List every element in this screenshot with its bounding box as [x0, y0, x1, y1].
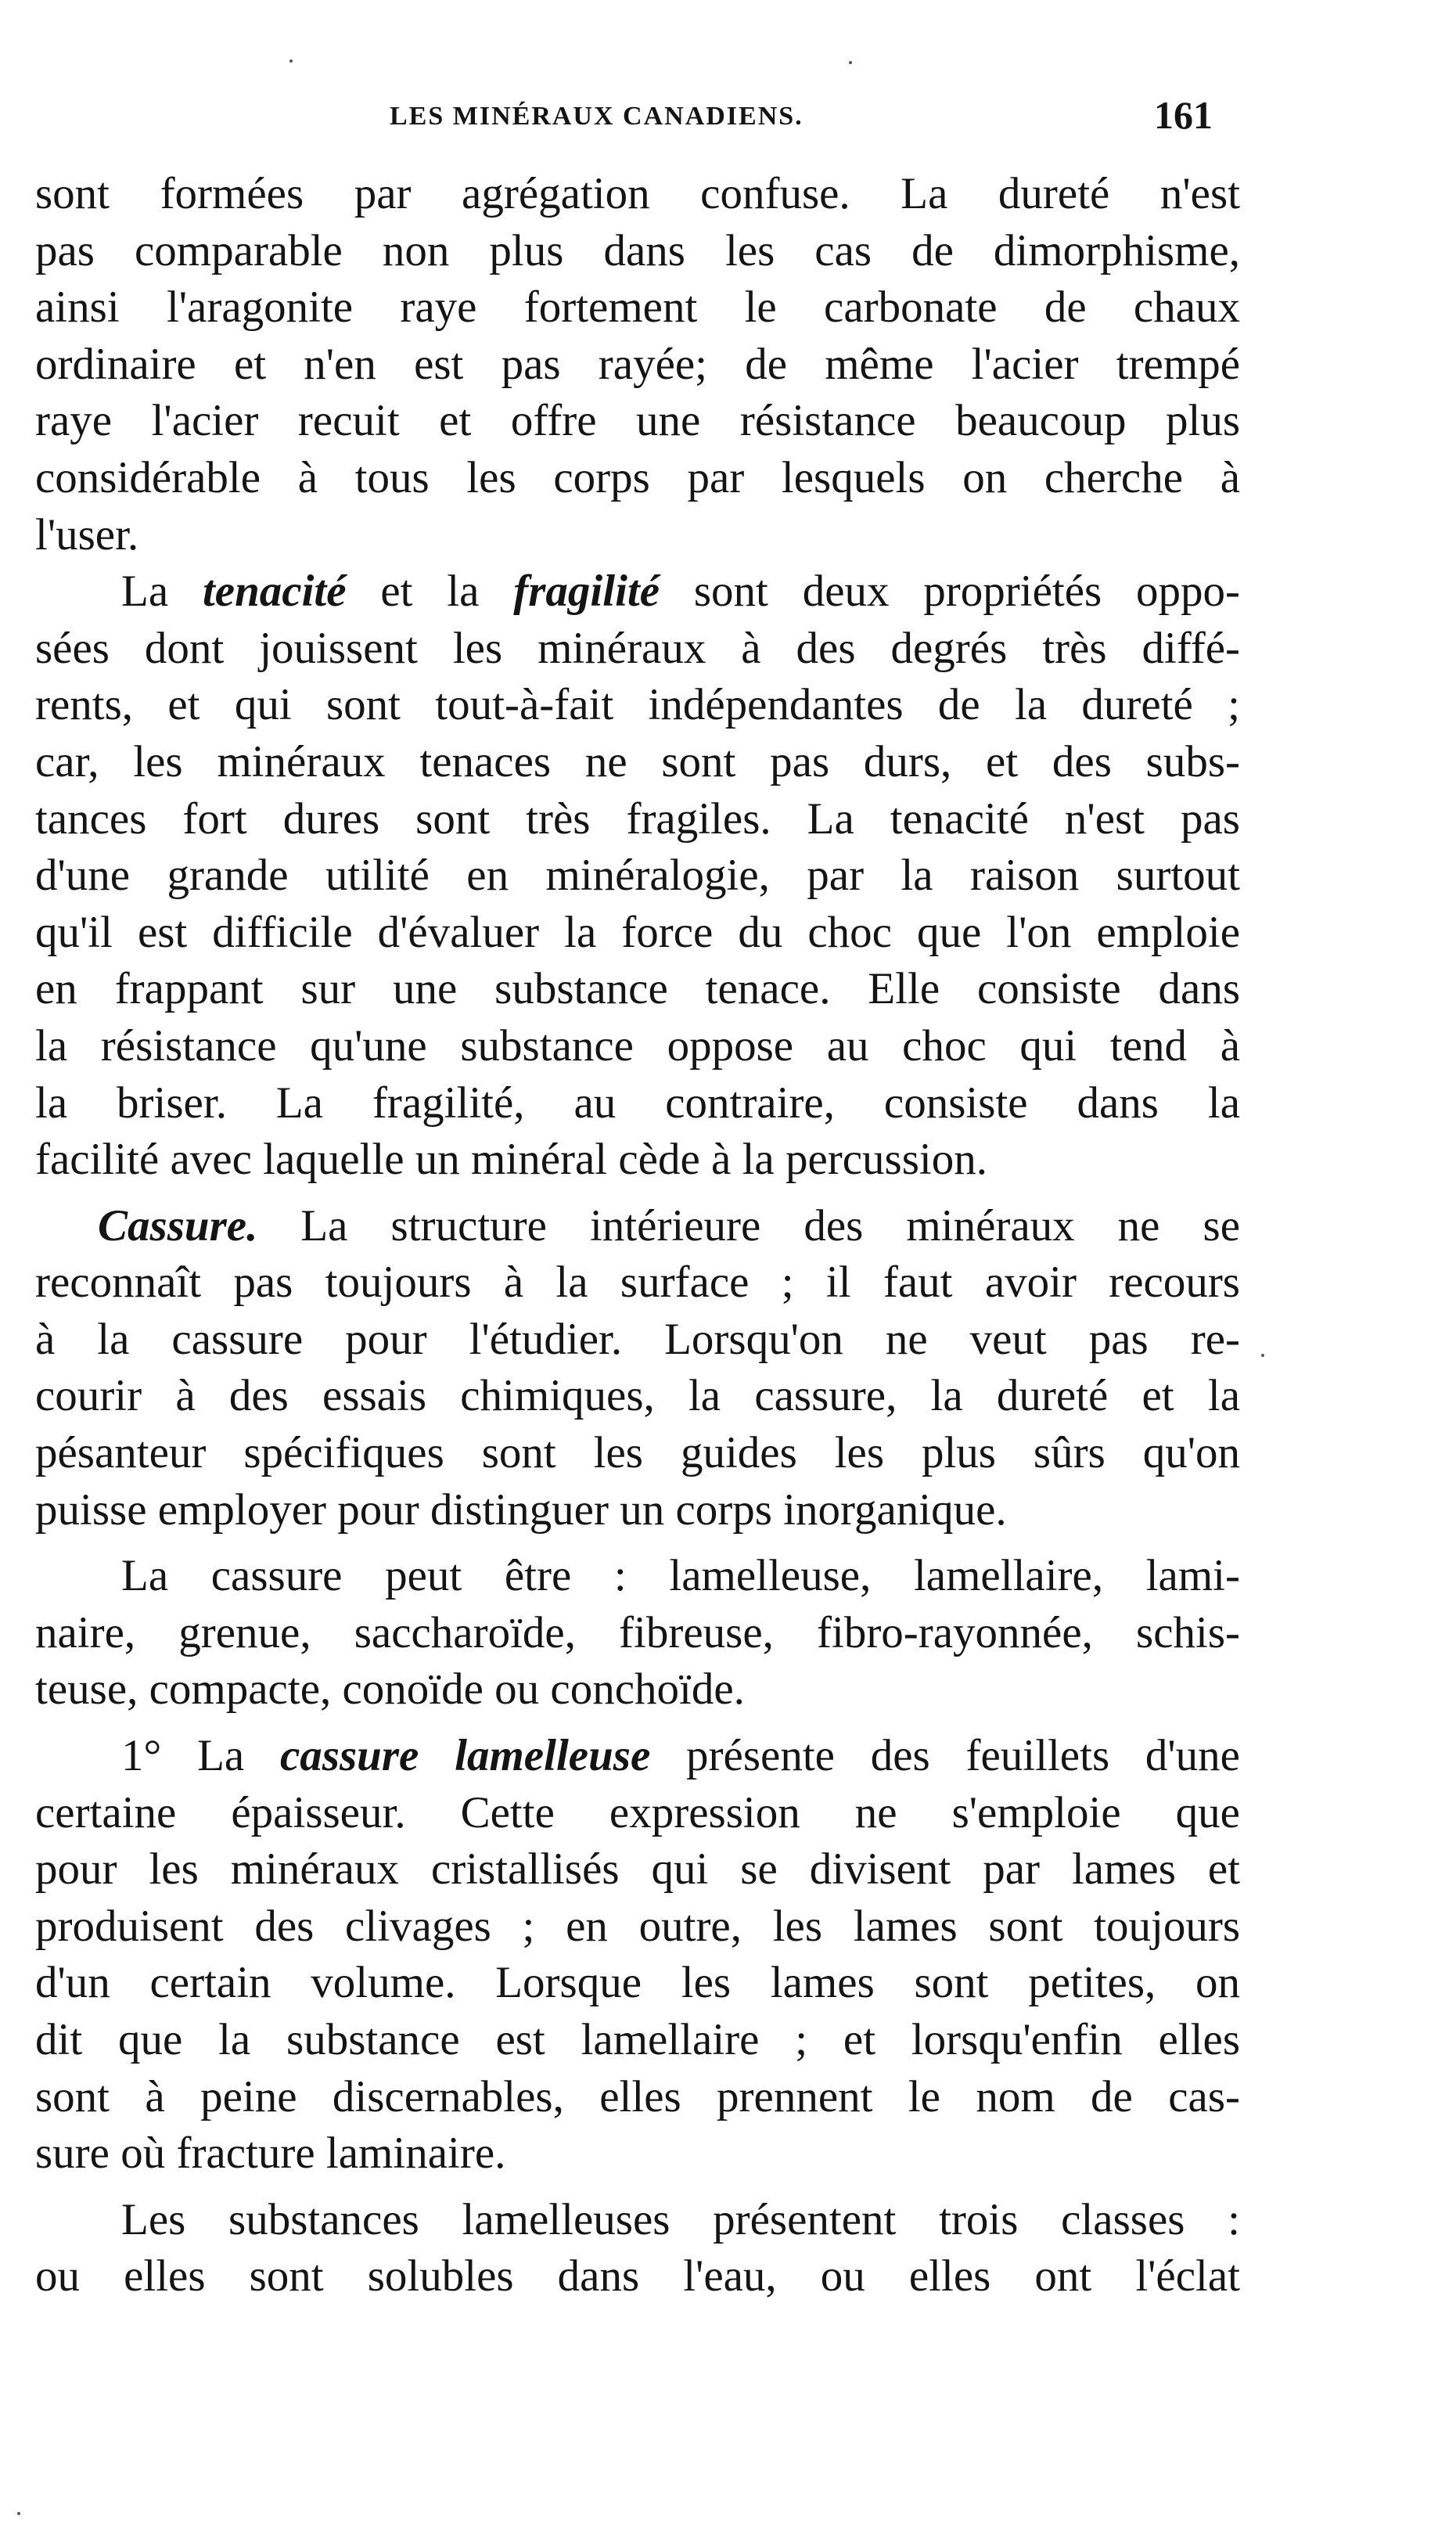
- text-line: ou elles sont solubles dans l'eau, ou elles ont l'éclat: [35, 2251, 1240, 2301]
- text-line: naire, grenue, saccharoïde, fibreuse, fibro-rayonnée, schis-: [35, 1607, 1240, 1657]
- text-line: reconnaît pas toujours à la surface ; il faut avoir recours: [35, 1258, 1240, 1308]
- text-line: la résistance qu'une substance oppose au choc qui tend à: [35, 1020, 1240, 1071]
- text-line: [35, 563, 1240, 621]
- text-line: d'un certain volume. Lorsque les lames sont petites, on: [35, 1958, 1240, 2008]
- term-cassure-lamelleuse: cassure lamelleuse: [280, 1731, 651, 1781]
- text-line: raye l'acier recuit et offre une résistance beaucoup plus: [35, 396, 1240, 446]
- paragraph-cassure-types: [35, 1548, 1240, 1718]
- text-line: produisent des clivages ; en outre, les lames sont toujours: [35, 1901, 1240, 1951]
- text-line: considérable à tous les corps par lesquels on cherche à: [35, 452, 1240, 502]
- text-line: [35, 1198, 1240, 1255]
- print-speck: [289, 59, 293, 63]
- text-line: sont formées par agrégation confuse. La dureté n'est: [35, 169, 1240, 218]
- body-text: [35, 166, 1240, 2305]
- paragraph-substances-lamelleuses: [35, 2192, 1240, 2305]
- text-line: en frappant sur une substance tenace. Elle consiste dans: [35, 964, 1240, 1014]
- paragraph-gap: [35, 2183, 1240, 2192]
- running-title: LES MINÉRAUX CANADIENS.: [390, 102, 803, 131]
- paragraph-cassure-lamelleuse: [35, 1728, 1240, 2183]
- running-header: [0, 92, 1456, 147]
- text-line: tances fort dures sont très fragiles. La tenacité n'est pas: [35, 793, 1240, 844]
- paragraph-gap: [35, 1538, 1240, 1548]
- text-line: sées dont jouissent les minéraux à des degrés très diffé-: [35, 623, 1240, 673]
- section-heading-cassure: Cassure.: [98, 1200, 258, 1251]
- text-line: car, les minéraux tenaces ne sont pas durs, et des subs-: [35, 736, 1240, 786]
- text-line: certaine épaisseur. Cette expression ne s'emploie que: [35, 1787, 1240, 1837]
- text-line: puisse employer pour distinguer un corps inorganique.: [35, 1484, 1007, 1535]
- text-line: ainsi l'aragonite raye fortement le carbonate de chaux: [35, 282, 1240, 333]
- text-run: 1° La: [121, 1731, 280, 1781]
- paragraph-tenacity: [35, 563, 1240, 1189]
- text-line: ordinaire et n'en est pas rayée; de même l'acier trempé: [35, 339, 1240, 389]
- text-line: d'une grande utilité en minéralogie, par la raison surtout: [35, 851, 1240, 901]
- text-line: rents, et qui sont tout-à-fait indépendantes de la dureté ;: [35, 680, 1240, 730]
- text-line: pour les minéraux cristallisés qui se divisent par lames et: [35, 1844, 1240, 1895]
- text-line: la briser. La fragilité, au contraire, consiste dans la: [35, 1078, 1240, 1128]
- text-line: sure où fracture laminaire.: [35, 2129, 506, 2179]
- text-line: La cassure peut être : lamelleuse, lamellaire, lami-: [121, 1551, 1240, 1601]
- text-run: et la: [346, 567, 514, 617]
- text-line: facilité avec laquelle un minéral cède à la percussion.: [35, 1135, 987, 1185]
- text-line: teuse, compacte, conoïde ou conchoïde.: [35, 1664, 745, 1715]
- text-line: sont à peine discernables, elles prennent le nom de cas-: [35, 2071, 1240, 2121]
- text-run: La structure intérieure des minéraux ne se: [257, 1200, 1240, 1251]
- print-speck: [1261, 1354, 1264, 1357]
- text-run: La: [121, 567, 203, 617]
- paragraph-gap: [35, 1718, 1240, 1728]
- text-line: dit que la substance est lamellaire ; et lorsqu'enfin elles: [35, 2015, 1240, 2064]
- paragraph-gap: [35, 1189, 1240, 1198]
- paragraph-cassure: [35, 1198, 1240, 1539]
- text-line: pas comparable non plus dans les cas de dimorphisme,: [35, 225, 1240, 275]
- text-line: pésanteur spécifiques sont les guides les plus sûrs qu'on: [35, 1428, 1240, 1478]
- page-number: 161: [1154, 93, 1213, 137]
- text-line: Les substances lamelleuses présentent trois classes :: [121, 2194, 1240, 2244]
- term-tenacite: tenacité: [202, 567, 347, 617]
- term-fragilite: fragilité: [513, 567, 660, 617]
- text-line: qu'il est difficile d'évaluer la force du choc que l'on emploie: [35, 907, 1240, 957]
- print-speck: [17, 2512, 20, 2515]
- text-run: présente des feuillets d'une: [650, 1731, 1240, 1781]
- text-line: à la cassure pour l'étudier. Lorsqu'on ne veut pas re-: [35, 1314, 1240, 1364]
- paragraph-hardness-end: [35, 166, 1240, 563]
- text-line: [35, 1728, 1240, 1785]
- print-speck: [849, 61, 852, 64]
- text-run: sont deux propriétés oppo-: [660, 567, 1241, 617]
- text-line: courir à des essais chimiques, la cassure, la dureté et la: [35, 1371, 1240, 1421]
- text-line: l'user.: [35, 509, 139, 560]
